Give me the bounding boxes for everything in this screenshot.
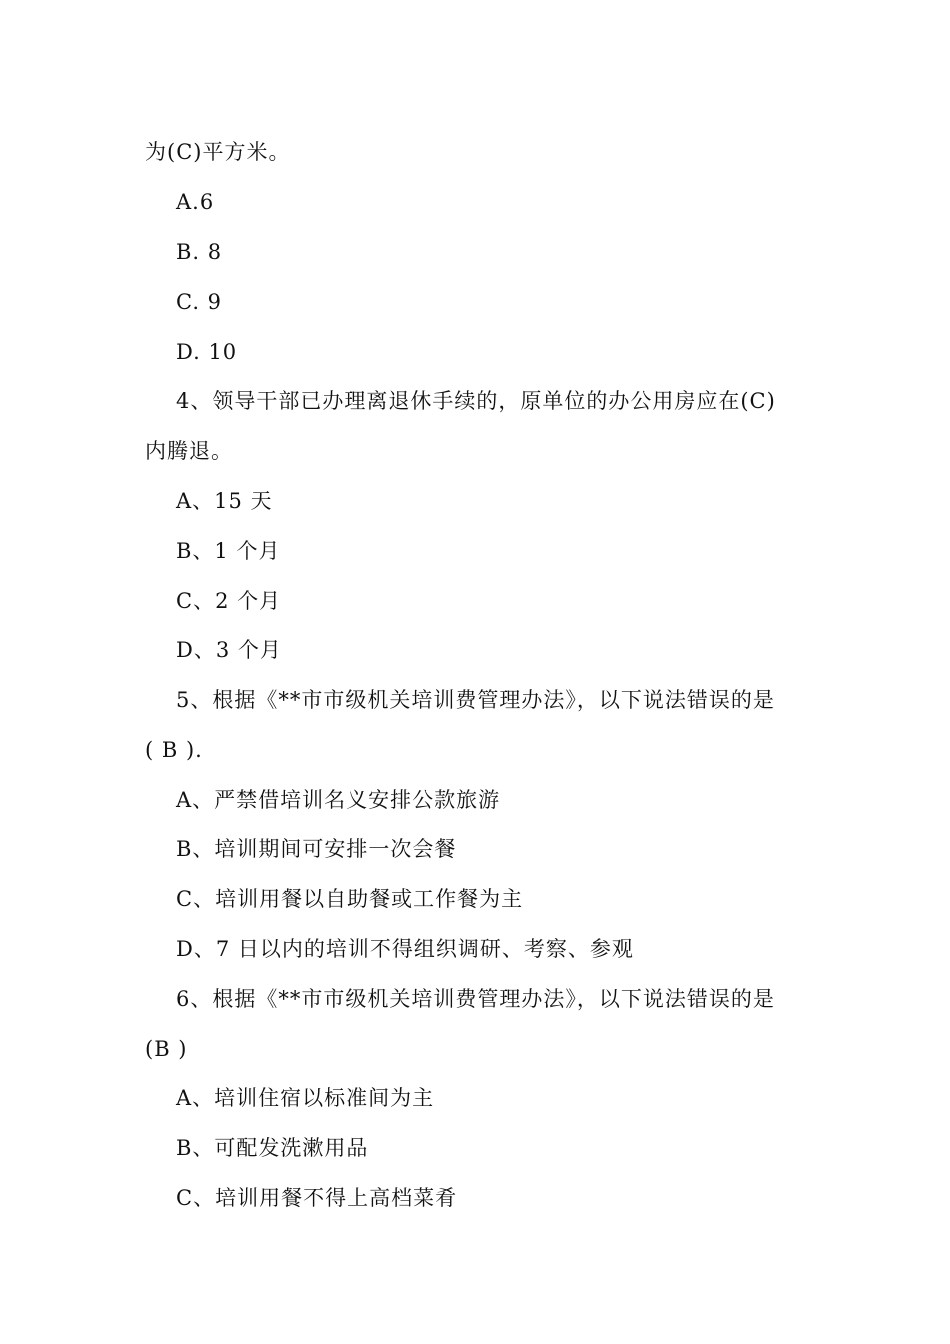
q4-option-d: D、3 个月 <box>176 638 282 662</box>
question-4-continuation: 内腾退。 <box>145 439 233 463</box>
q3-option-a: A.6 <box>176 190 215 214</box>
q5-option-d: D、7 日以内的培训不得组织调研、考察、参观 <box>176 937 634 961</box>
q5-option-b: B、培训期间可安排一次会餐 <box>176 837 457 861</box>
q3-option-b: B. 8 <box>176 240 223 264</box>
question-5-continuation: ( B ). <box>145 738 203 762</box>
q5-option-c: C、培训用餐以自助餐或工作餐为主 <box>176 887 524 911</box>
q3-option-c: C. 9 <box>176 290 223 314</box>
question-4: 4、领导干部已办理离退休手续的，原单位的办公用房应在(C) <box>176 389 776 413</box>
q3-option-d: D. 10 <box>176 340 238 364</box>
q6-option-a: A、培训住宿以标准间为主 <box>176 1086 435 1110</box>
q5-option-a: A、严禁借培训名义安排公款旅游 <box>176 788 501 812</box>
q6-option-b: B、可配发洗漱用品 <box>176 1136 369 1160</box>
q4-option-b: B、1 个月 <box>176 539 281 563</box>
q4-option-a: A、15 天 <box>176 489 273 513</box>
question-5: 5、根据《**市市级机关培训费管理办法》，以下说法错误的是 <box>176 688 775 712</box>
question-6: 6、根据《**市市级机关培训费管理办法》，以下说法错误的是 <box>176 987 775 1011</box>
q6-option-c: C、培训用餐不得上高档菜肴 <box>176 1186 458 1210</box>
q4-option-c: C、2 个月 <box>176 589 282 613</box>
question-6-continuation: (B ) <box>145 1037 188 1061</box>
question-3-continuation: 为(C)平方米。 <box>145 140 291 164</box>
